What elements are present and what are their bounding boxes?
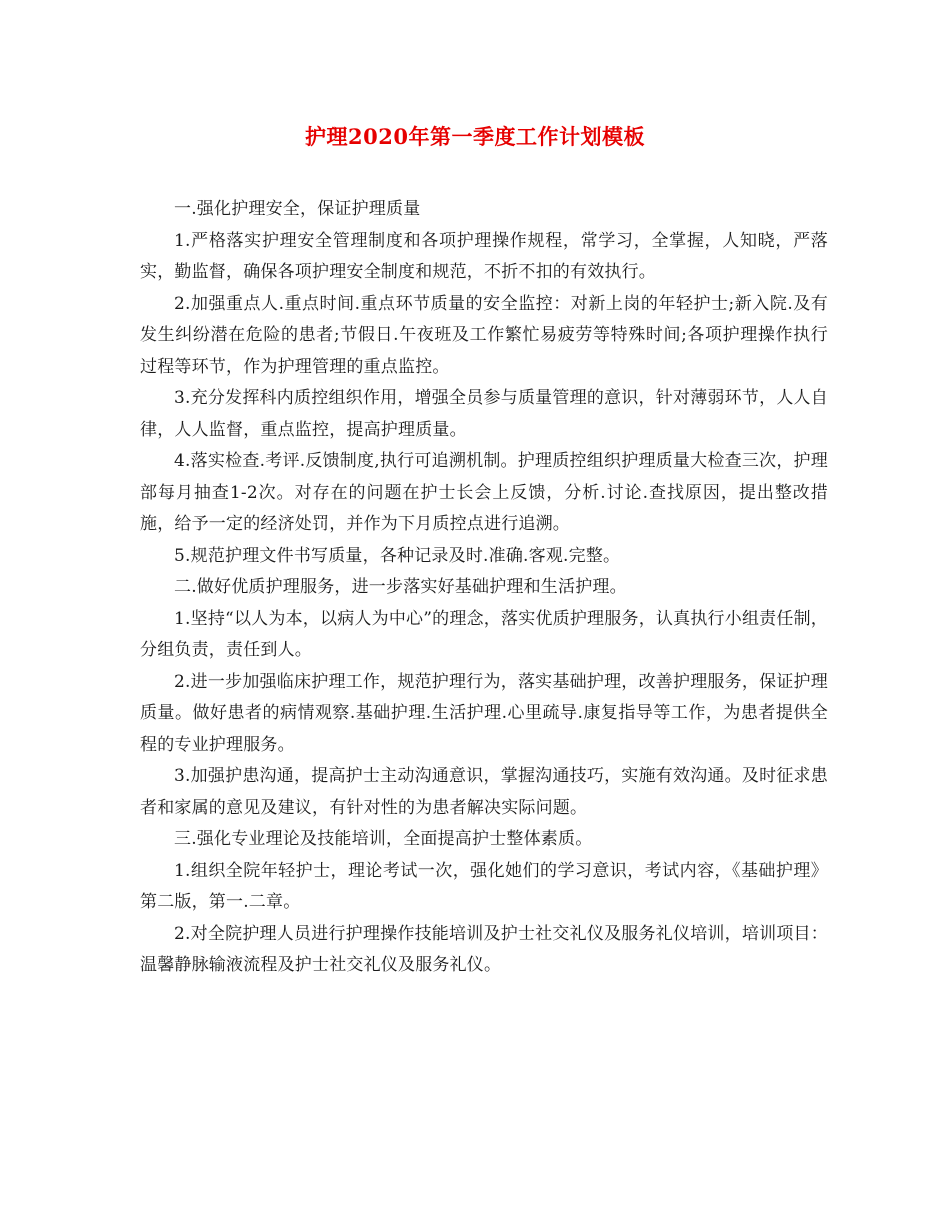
- page-title: 护理2020年第一季度工作计划模板: [305, 124, 645, 149]
- paragraph: 1.严格落实护理安全管理制度和各项护理操作规程，常学习，全掌握，人知晓，严落实，勤监督，确保各项护理安全制度和规范，不折不扣的有效执行。: [140, 230, 828, 282]
- paragraph: 1.组织全院年轻护士，理论考试一次，强化她们的学习意识，考试内容，《基础护理》第二版，第一.二章。: [140, 860, 828, 912]
- section-heading-2: 二.做好优质护理服务，进一步落实好基础护理和生活护理。: [174, 577, 627, 597]
- paragraph: 4.落实检查.考评.反馈制度,执行可追溯机制。护理质控组织护理质量大检查三次，护理部每月抽查1-2次。对存在的问题在护士长会上反馈，分析.讨论.查找原因，提出整改措施，给予一定的经济处罚，并作为下月质控点进行追溯。: [140, 451, 828, 534]
- document-body: [140, 194, 828, 982]
- paragraph: 2.进一步加强临床护理工作，规范护理行为，落实基础护理，改善护理服务，保证护理质量。做好患者的病情观察.基础护理.生活护理.心里疏导.康复指导等工作，为患者提供全程的专业护理服务。: [140, 671, 828, 755]
- paragraph: 5.规范护理文件书写质量，各种记录及时.准确.客观.完整。: [174, 545, 621, 566]
- paragraph: 2.加强重点人.重点时间.重点环节质量的安全监控：对新上岗的年轻护士;新入院.及有发生纠纷潜在危险的患者;节假日.午夜班及工作繁忙易疲劳等特殊时间;各项护理操作执行过程等环节，作为护理管理的重点监控。: [140, 293, 828, 377]
- paragraph: 3.充分发挥科内质控组织作用，增强全员参与质量管理的意识，针对薄弱环节，人人自律，人人监督，重点监控，提高护理质量。: [140, 388, 828, 440]
- paragraph: 3.加强护患沟通，提高护士主动沟通意识，掌握沟通技巧，实施有效沟通。及时征求患者和家属的意见及建议，有针对性的为患者解决实际问题。: [140, 766, 828, 818]
- section-heading-3: 三.强化专业理论及技能培训，全面提高护士整体素质。: [174, 829, 593, 849]
- section-heading-1: 一.强化护理安全，保证护理质量: [174, 199, 421, 219]
- paragraph: 1.坚持“以人为本，以病人为中心”的理念，落实优质护理服务，认真执行小组责任制，分组负责，责任到人。: [140, 608, 828, 660]
- paragraph: 2.对全院护理人员进行护理操作技能培训及护士社交礼仪及服务礼仪培训，培训项目：温馨静脉输液流程及护士社交礼仪及服务礼仪。: [140, 923, 828, 975]
